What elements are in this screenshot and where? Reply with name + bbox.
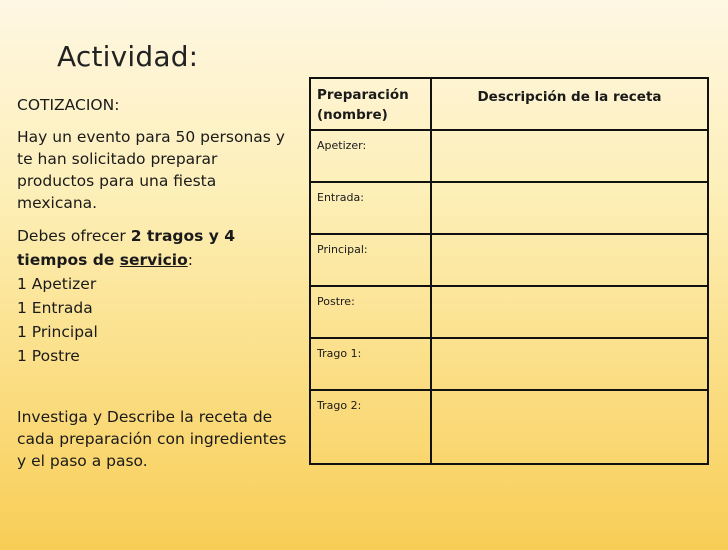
- offer-underlined: servicio: [119, 251, 188, 269]
- table-row: [310, 182, 708, 234]
- description-cell[interactable]: [431, 130, 708, 182]
- offer-prefix: Debes ofrecer: [17, 227, 131, 245]
- list-item: 1 Principal: [17, 323, 98, 341]
- row-label-postre: Postre:: [310, 286, 431, 338]
- row-label-principal: Principal:: [310, 234, 431, 286]
- table-row: [310, 234, 708, 286]
- table-row: [310, 338, 708, 390]
- description-cell[interactable]: [431, 390, 708, 464]
- row-label-trago-2: Trago 2:: [310, 390, 431, 464]
- row-label-apetizer: Apetizer:: [310, 130, 431, 182]
- research-instruction: Investiga y Describe la receta de cada preparación con ingredientes y el paso a paso.: [17, 408, 287, 470]
- table-row: [310, 390, 708, 464]
- description-cell[interactable]: [431, 182, 708, 234]
- row-label-entrada: Entrada:: [310, 182, 431, 234]
- table-row: [310, 130, 708, 182]
- table-header-row: [310, 78, 708, 130]
- cotizacion-heading: COTIZACION:: [17, 96, 120, 114]
- description-cell[interactable]: [431, 234, 708, 286]
- offer-instruction: [17, 224, 292, 272]
- recipe-table: [309, 77, 709, 465]
- description-cell[interactable]: [431, 338, 708, 390]
- offer-bold: 2 tragos y 4 tiempos de: [17, 227, 236, 269]
- header-preparation: Preparación (nombre): [310, 78, 431, 130]
- slide-title: Actividad:: [57, 40, 199, 73]
- event-description: Hay un evento para 50 personas y te han solicitado preparar productos para una fiesta mexicana.: [17, 128, 285, 212]
- list-item: 1 Entrada: [17, 299, 93, 317]
- instructions-column: [17, 94, 292, 368]
- row-label-trago-1: Trago 1:: [310, 338, 431, 390]
- table-row: [310, 286, 708, 338]
- list-item: 1 Postre: [17, 347, 80, 365]
- header-description: Descripción de la receta: [431, 78, 708, 130]
- offer-suffix: :: [187, 251, 193, 269]
- courses-list: [17, 272, 292, 368]
- list-item: 1 Apetizer: [17, 275, 97, 293]
- description-cell[interactable]: [431, 286, 708, 338]
